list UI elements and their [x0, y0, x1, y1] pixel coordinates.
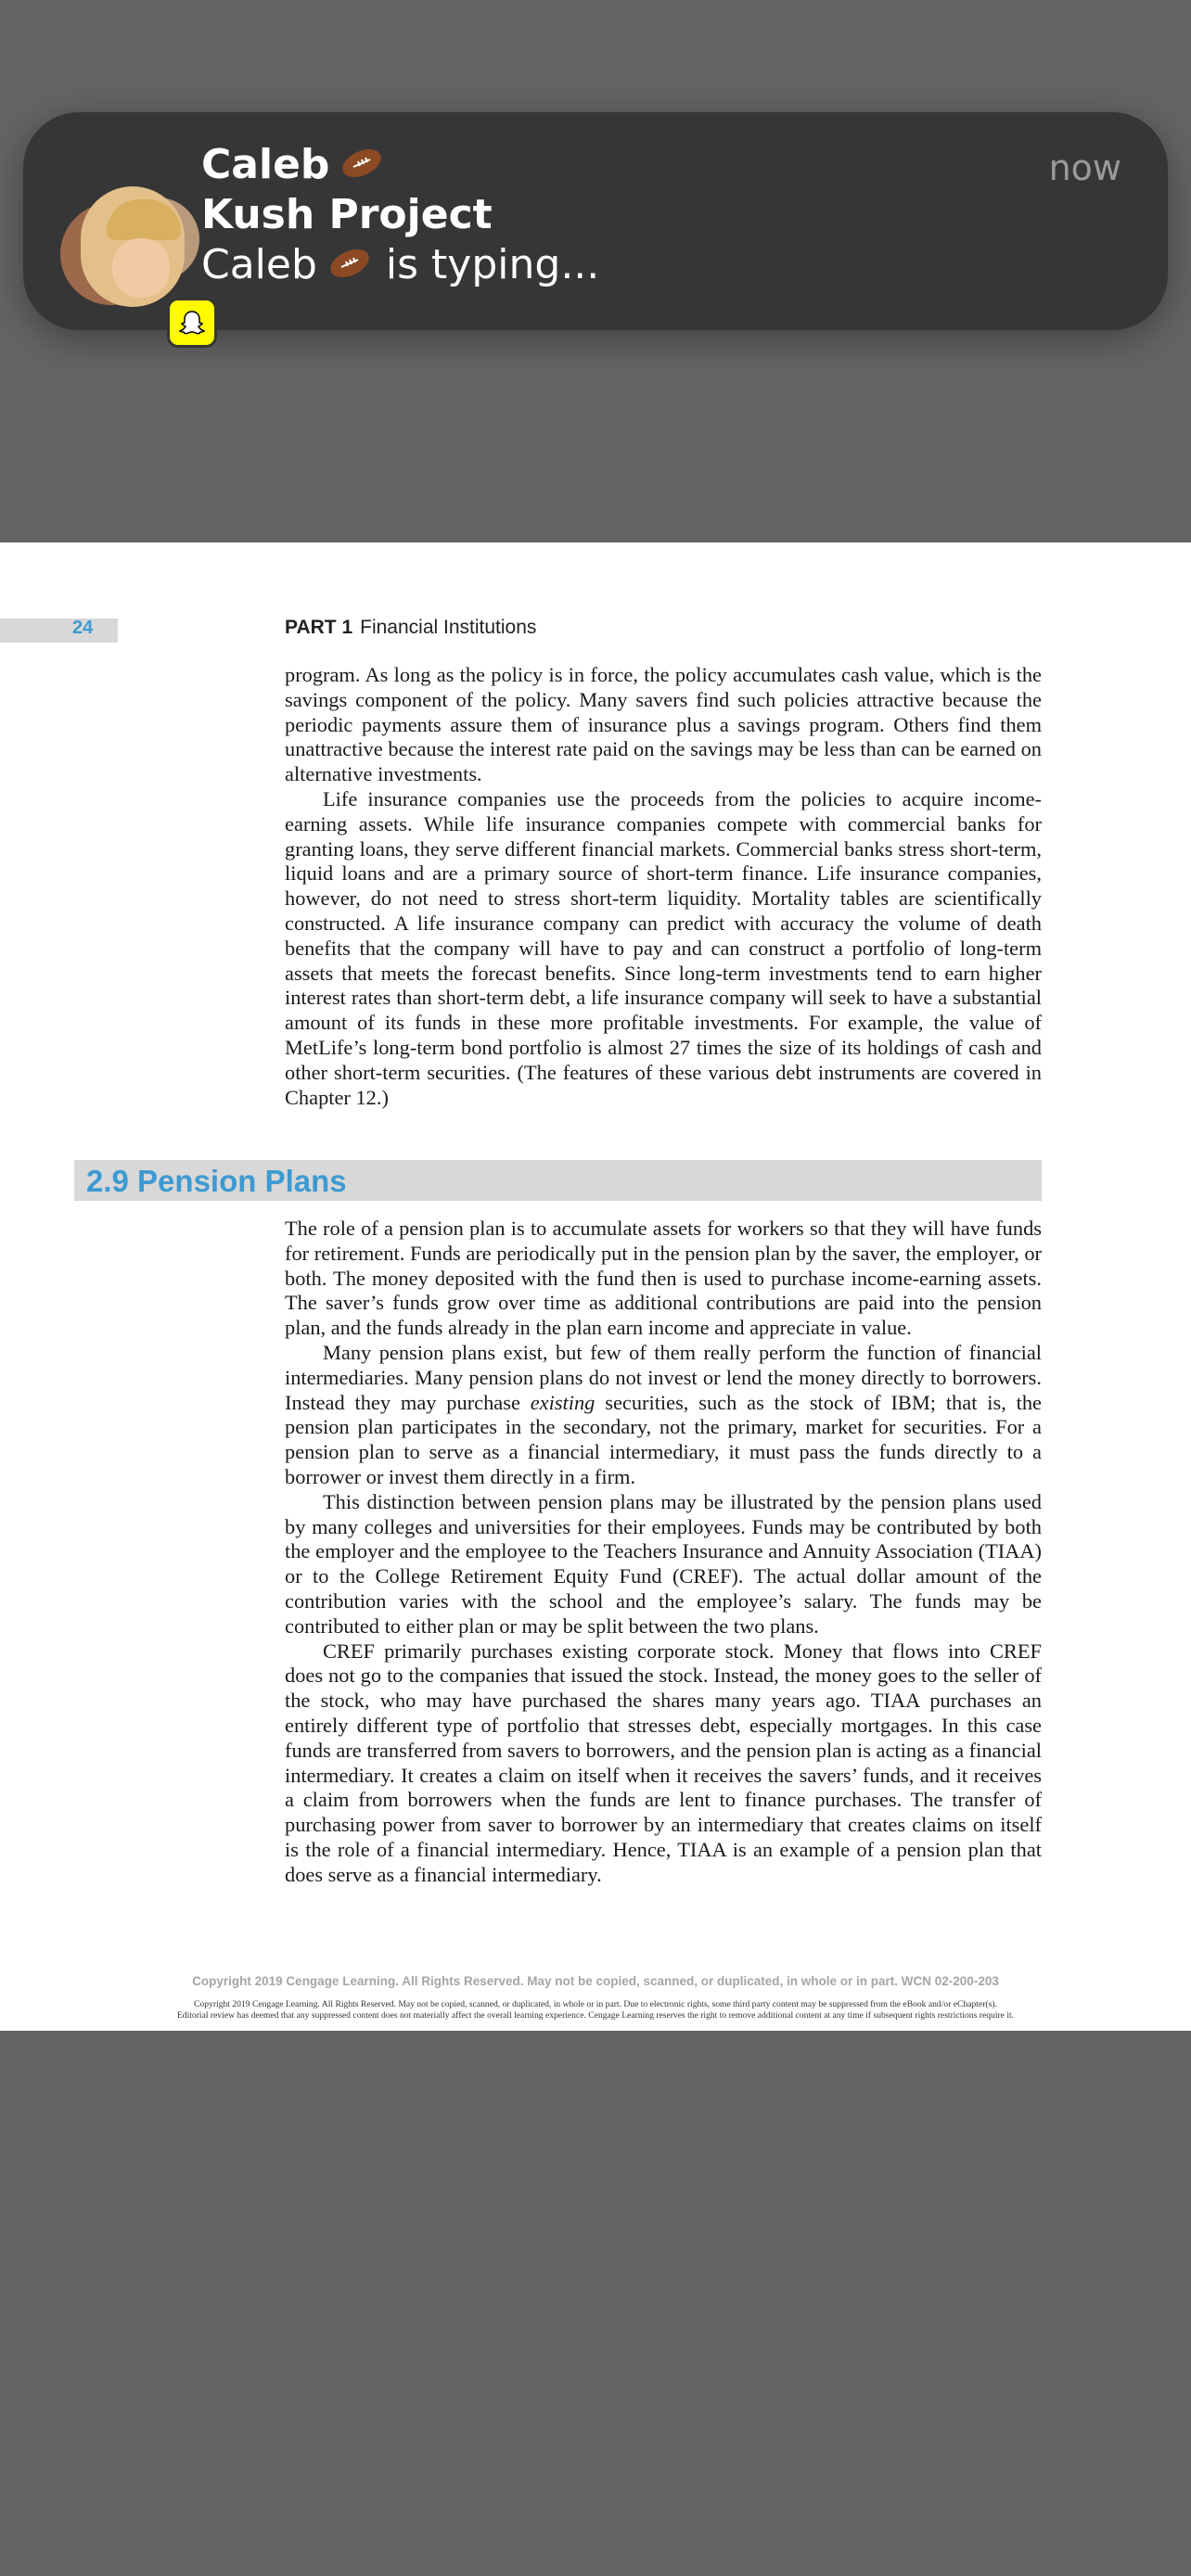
body-text-section: [285, 1217, 1042, 1888]
snapchat-ghost-icon: [167, 298, 217, 348]
notification-banner[interactable]: [23, 112, 1168, 330]
page-number-bar: [0, 618, 118, 643]
page-number: 24: [72, 618, 94, 638]
group-avatar: [60, 177, 209, 307]
copyright-notice: Copyright 2019 Cengage Learning. All Rights Reserved. May not be copied, scanned, or duplicated, in whole or in part. WCN 02-200-203: [192, 1974, 999, 1988]
part-title: Financial Institutions: [360, 617, 537, 638]
avatar-center: [81, 186, 185, 307]
paragraph: This distinction between pension plans may be illustrated by the pension plans used by many colleges and universities for their employees. Funds may be contributed by both the employer and the employee to the Teachers Insurance and Annuity Association (TIAA) or to the College Retirement Equity Fund (CREF). The actual dollar amount of the contribution varies with the school and the employee’s salary. The funds may be contributed to either plan or may be split between the two plans.: [285, 1489, 1042, 1638]
paragraph: Many pension plans exist, but few of them really perform the function of financial intermediaries. Many pension plans do not invest or lend the money directly to borrowers. Instead they may purchase existing securities, such as the stock of IBM; that is, the pension plan participates in the secondary, not the primary, market for securities. For a pension plan to serve as a financial intermediary, it must pass the funds directly to a borrower or invest them directly in a firm.: [285, 1340, 1042, 1488]
football-icon: [339, 147, 385, 179]
avatar-hair: [107, 199, 181, 240]
paragraph: The role of a pension plan is to accumulate assets for workers so that they will have funds for retirement. Funds are periodically put in the pension plan by the saver, the employer, or both. The money deposited with the fund then is used to purchase income-earning assets. The saver’s funds grow over time as additional contributions are paid into the pension plan, and the funds already in the plan earn income and appreciate in value.: [285, 1217, 1042, 1340]
part-label: PART 1: [285, 617, 353, 638]
paragraph: Life insurance companies use the proceeds from the policies to acquire income-earning assets. While life insurance companies compete with commercial banks for granting loans, they serve different financial markets. Commercial banks stress short-term, liquid loans and are a primary source of short-term finance. Life insurance companies, however, do not need to stress short-term liquidity. Mortality tables are scientifically constructed. A life insurance company can predict with accuracy the volume of death benefits that the company will have to pay and can construct a portfolio of long-term assets that meets the forecast benefits. Since long-term investments tend to earn higher interest rates than short-term debt, a life insurance company will seek to have a substantial amount of its funds in these more profitable investments. For example, the value of MetLife’s long-term bond portfolio is almost 27 times the size of its holdings of cash and other short-term securities. (The features of these various debt instruments are covered in Chapter 12.): [285, 786, 1042, 1109]
football-icon: [327, 248, 373, 279]
section-heading: 2.9 Pension Plans: [86, 1164, 347, 1198]
notification-message: Caleb is typing...: [201, 241, 600, 288]
avatar-face: [112, 238, 170, 298]
notification-group-name: Kush Project: [201, 191, 493, 238]
running-head: [285, 617, 536, 639]
paragraph: CREF primarily purchases existing corporate stock. Money that flows into CREF does not go to the companies that issued the stock. Instead, the money goes to the seller of the stock, who may have purchased the shares many years ago. TIAA purchases an entirely different type of portfolio that stresses debt, especially mortgages. In this case funds are transferred from savers to borrowers, and the pension plan is acting as a financial intermediary. It creates a claim on itself when it receives the savers’ funds, and it receives a claim from borrowers when the funds are lent to finance purchases. The transfer of purchasing power from saver to borrower by an intermediary that creates claims on itself is the role of a financial intermediary. Hence, TIAA is an example of a pension plan that does serve as a financial intermediary.: [285, 1639, 1042, 1886]
body-text-top: [285, 663, 1042, 1110]
paragraph: program. As long as the policy is in force, the policy accumulates cash value, which is the savings component of the policy. Many savers find such policies attractive because the periodic payments assure them of insurance plus a savings program. Others find them unattractive because the interest rate paid on the savings may be less than can be earned on alternative investments.: [285, 663, 1042, 786]
notification-time: now: [1048, 147, 1121, 188]
emphasis: existing: [530, 1390, 596, 1414]
book-page[interactable]: [0, 542, 1191, 2031]
notification-sender: Caleb: [201, 140, 599, 190]
copyright-fine-print: Copyright 2019 Cengage Learning. All Rights Reserved. May not be copied, scanned, or duplicated, in whole or in part. Due to electronic rights, some third party content may be suppressed from the eBook and/or eChapter(s). Editorial review has deemed that any suppressed content does not materially affect the overall learning experience. Cengage Learning reserves the right to remove additional content at any time if subsequent rights restrictions require it.: [176, 1999, 1015, 2021]
